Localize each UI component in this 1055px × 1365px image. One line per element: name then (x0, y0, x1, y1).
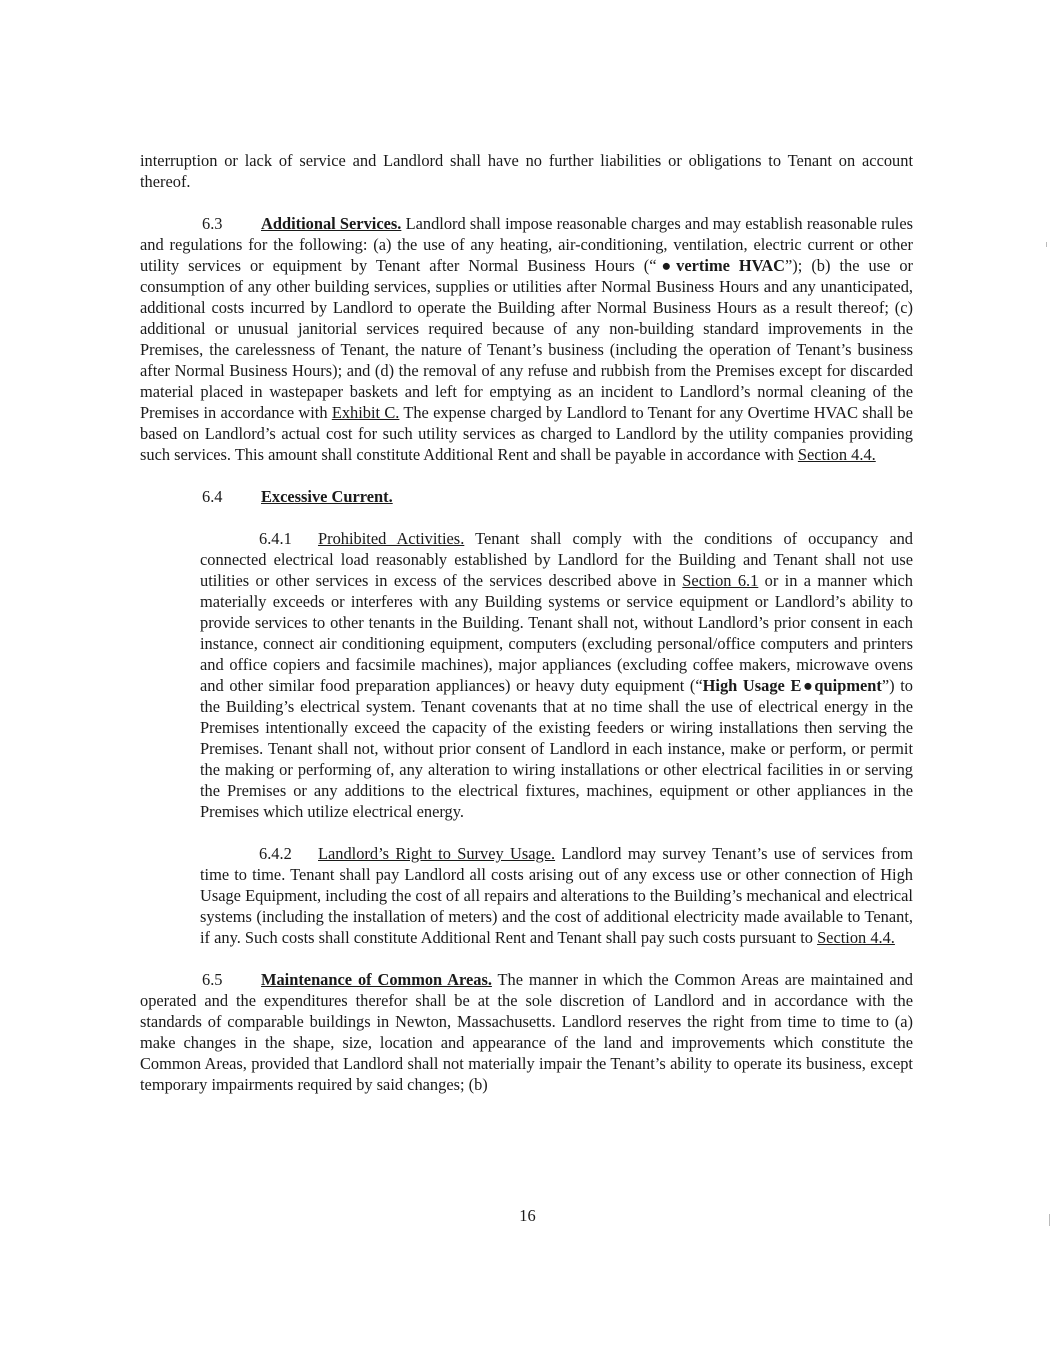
scan-mark (1046, 242, 1047, 247)
section-6-3 (140, 213, 913, 465)
section-text: Tenant shall comply with the conditions of occupancy and connected electrical load reasonably established by Landlord for the Building and Tenant shall not use utilities or other services in excess of the services described above in (200, 529, 914, 590)
cross-reference: Section 6.1 (682, 571, 759, 590)
cross-reference: Section 4.4. (797, 445, 876, 464)
section-number: 6.3 (202, 214, 223, 233)
section-number: 6.4.2 (259, 844, 292, 863)
defined-term: High Usage E●quipment (702, 676, 882, 695)
page-number: 16 (519, 1206, 536, 1225)
defined-term: ●vertime HVAC (656, 256, 786, 275)
section-text: Landlord shall impose reasonable charges and may establish reasonable rules and regulations for the following: (a) the use of any heating, air-conditioning, ventilation, electric current or other utility services or equipment by Tenant after Normal Business Hours (“ (140, 214, 913, 275)
section-text: The expense charged by Landlord to Tenant for any Overtime HVAC shall be based on Landlord’s actual cost for such utility services as charged to Landlord by the utility companies providing such services. This amount shall constitute Additional Rent and shall be payable in accordance with (140, 403, 913, 464)
section-number: 6.5 (202, 970, 223, 989)
section-6-5 (140, 969, 913, 1095)
section-title: Landlord’s Right to Survey Usage. (318, 844, 556, 863)
section-title: Excessive Current. (261, 487, 393, 506)
section-title: Additional Services. (261, 214, 402, 233)
paragraph-continuation: interruption or lack of service and Landlord shall have no further liabilities or obligations to Tenant on account thereof. (140, 151, 913, 191)
section-text: or in a manner which materially exceeds or interferes with any Building systems or service equipment or Landlord’s ability to provide services to other tenants in the Building. Tenant shall not, without Landlord’s prior consent in each instance, connect air conditioning equipment, computers (excluding personal/office computers and printers and office copiers and facsimile machines), major appliances (excluding coffee makers, microwave ovens and other similar food preparation appliances) or heavy duty equipment (“ (200, 571, 913, 695)
section-number: 6.4 (202, 487, 223, 506)
section-text: ”) to the Building’s electrical system. Tenant covenants that at no time shall the use of electrical energy in the Premises intentionally exceed the capacity of the existing feeders or wiring installations then serving the Premises. Tenant shall not, without prior consent of Landlord in each instance, make or perform, or permit the making or performing of, any alteration to wiring installations or other electrical facilities in or serving the Premises or any additions to the electrical fixtures, machines, equipment or other appliances in the Premises which utilize electrical energy. (200, 676, 913, 821)
document-page (140, 150, 913, 1095)
section-text: The manner in which the Common Areas are maintained and operated and the expenditures therefor shall be at the sole discretion of Landlord and in accordance with the standards of comparable buildings in Newton, Massachusetts. Landlord reserves the right from time to time to (a) make changes in the shape, size, location and appearance of the land and improvements which constitute the Common Areas, provided that Landlord shall not materially impair the Tenant’s ability to operate its business, except temporary impairments required by said changes; (b) (140, 970, 913, 1094)
section-title: Maintenance of Common Areas. (261, 970, 492, 989)
section-6-4-2 (200, 843, 913, 948)
section-text: Landlord may survey Tenant’s use of services from time to time. Tenant shall pay Landlord all costs arising out of any excess use or other connection of High Usage Equipment, including the cost of all repairs and alterations to the Building’s mechanical and electrical systems (including the installation of meters) and the cost of additional electricity made available to Tenant, if any. Such costs shall constitute Additional Rent and Tenant shall pay such costs pursuant to (200, 844, 913, 947)
section-title: Prohibited Activities. (318, 529, 465, 548)
section-6-4 (140, 486, 913, 507)
scan-mark (1049, 1214, 1050, 1226)
section-text: ”); (b) the use or consumption of any other building services, supplies or utilities after Normal Business Hours and any unanticipated, additional costs incurred by Landlord to operate the Building after Normal Business Hours as a result thereof; (c) additional or unusual janitorial services required because of any non-building standard improvements in the Premises, the carelessness of Tenant, the nature of Tenant’s business (including the operation of Tenant’s business after Normal Business Hours); and (d) the removal of any refuse and rubbish from the Premises except for discarded material placed in wastepaper baskets and left for emptying as an incident to Landlord’s normal cleaning of the Premises in accordance with (140, 256, 913, 422)
cross-reference: Exhibit C. (331, 403, 400, 422)
cross-reference: Section 4.4. (817, 928, 895, 947)
section-6-4-1 (200, 528, 913, 822)
section-number: 6.4.1 (259, 529, 292, 548)
